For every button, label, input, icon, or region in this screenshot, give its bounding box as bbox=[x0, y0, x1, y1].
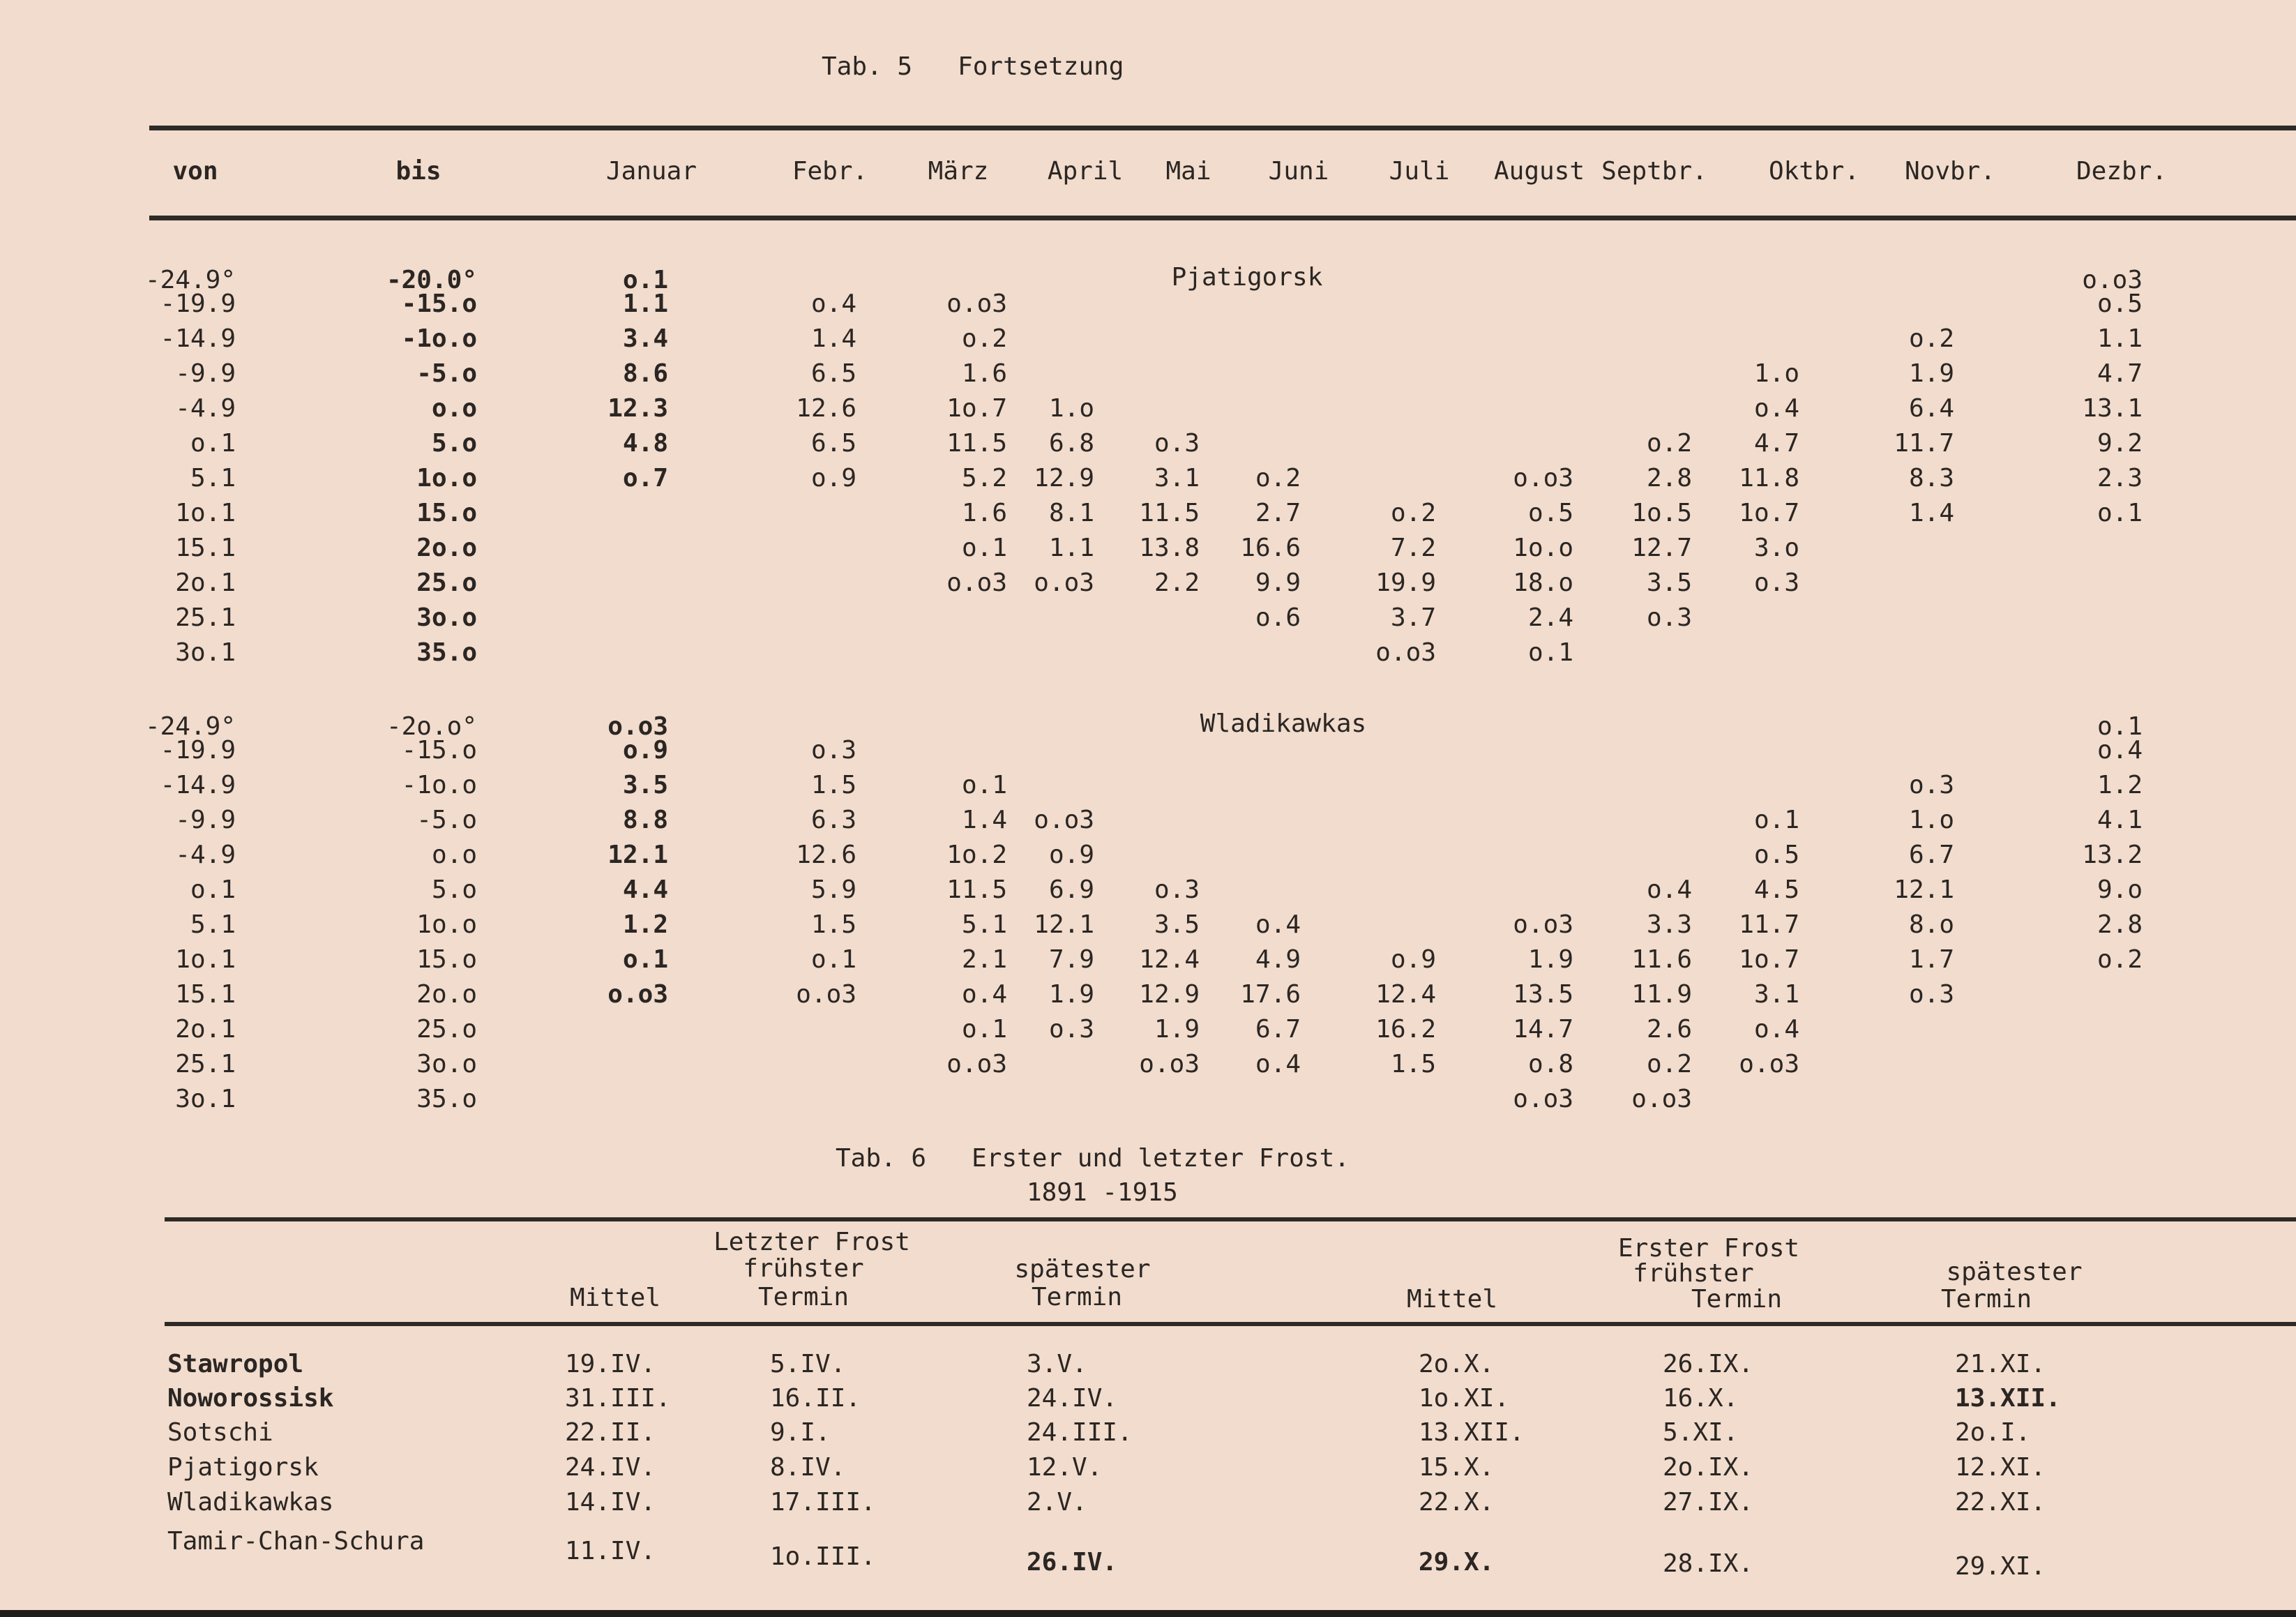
table-6-title: Tab. 6 Erster und letzter Frost. bbox=[836, 1144, 1350, 1173]
table-cell: 9.2 bbox=[2097, 429, 2143, 458]
table-cell: o.o3 bbox=[607, 980, 668, 1009]
table-cell: 2.1 bbox=[961, 945, 1007, 974]
von-cell: -24.9° bbox=[144, 712, 236, 741]
table-cell: o.9 bbox=[1390, 945, 1436, 974]
table-cell: 3.4 bbox=[622, 324, 668, 353]
column-header: spätester bbox=[1014, 1255, 1151, 1284]
column-header: Juni bbox=[1268, 157, 1329, 186]
table-cell: 1o.o bbox=[1513, 534, 1573, 562]
table-cell: 12.9 bbox=[1034, 464, 1094, 492]
table-cell: o.2 bbox=[1908, 324, 1954, 353]
table-cell: 14.7 bbox=[1513, 1015, 1573, 1044]
table-cell: 1.7 bbox=[1908, 945, 1954, 974]
table-cell: 4.1 bbox=[2097, 806, 2143, 834]
table-cell: o.o3 bbox=[946, 569, 1007, 597]
table-cell: 13.1 bbox=[2082, 394, 2143, 423]
table-cell: o.3 bbox=[1753, 569, 1799, 597]
table-cell: 1.6 bbox=[961, 359, 1007, 388]
von-cell: -14.9 bbox=[160, 324, 236, 353]
bis-cell: 35.o bbox=[416, 1085, 477, 1113]
table-cell: o.3 bbox=[810, 736, 856, 765]
bis-cell: 15.o bbox=[416, 499, 477, 527]
table-cell: 5.IV. bbox=[770, 1350, 846, 1378]
table-cell: 6.4 bbox=[1908, 394, 1954, 423]
table-cell: 2.7 bbox=[1255, 499, 1301, 527]
table-cell: 29.X. bbox=[1419, 1548, 1495, 1577]
table-5-top-rule bbox=[149, 126, 2296, 130]
table-cell: 2.6 bbox=[1646, 1015, 1692, 1044]
table-cell: 8.IV. bbox=[770, 1453, 846, 1482]
table-cell: 24.IV. bbox=[565, 1453, 656, 1482]
table-cell: 7.2 bbox=[1390, 534, 1436, 562]
table-cell: 4.8 bbox=[622, 429, 668, 458]
table-cell: 6.7 bbox=[1908, 841, 1954, 869]
station-name: Pjatigorsk bbox=[167, 1453, 319, 1482]
table-cell: 12.6 bbox=[796, 841, 856, 869]
bis-cell: -15.o bbox=[401, 736, 477, 765]
table-cell: o.9 bbox=[1048, 841, 1094, 869]
von-cell: -14.9 bbox=[160, 771, 236, 799]
table-cell: o.o3 bbox=[1513, 910, 1573, 939]
table-cell: 8.o bbox=[1908, 910, 1954, 939]
table-cell: 12.V. bbox=[1027, 1453, 1103, 1482]
table-cell: 2.3 bbox=[2097, 464, 2143, 492]
table-cell: 16.II. bbox=[770, 1384, 861, 1413]
bis-cell: -5.o bbox=[416, 806, 477, 834]
table-cell: 5.2 bbox=[961, 464, 1007, 492]
table-cell: 1.4 bbox=[1908, 499, 1954, 527]
table-cell: 2o.X. bbox=[1419, 1350, 1495, 1378]
table-cell: 3.o bbox=[1753, 534, 1799, 562]
von-cell: 1o.1 bbox=[175, 499, 236, 527]
table-cell: 13.XII. bbox=[1419, 1418, 1525, 1447]
von-cell: 3o.1 bbox=[175, 1085, 236, 1113]
column-header: frühster bbox=[743, 1254, 864, 1283]
table-cell: o.o3 bbox=[946, 289, 1007, 318]
table-cell: o.o3 bbox=[796, 980, 856, 1009]
table-cell: 1.4 bbox=[961, 806, 1007, 834]
table-cell: o.3 bbox=[1646, 603, 1692, 632]
column-header: Termin bbox=[1031, 1283, 1123, 1311]
table-cell: o.o3 bbox=[1375, 638, 1436, 667]
column-header: frühster bbox=[1633, 1259, 1754, 1288]
table-cell: 21.XI. bbox=[1955, 1350, 2046, 1378]
table-cell: o.2 bbox=[1646, 429, 1692, 458]
table-cell: 1.o bbox=[1908, 806, 1954, 834]
table-cell: o.o3 bbox=[1513, 1085, 1573, 1113]
table-cell: 1.9 bbox=[1908, 359, 1954, 388]
table-cell: o.4 bbox=[2097, 736, 2143, 765]
von-cell: 15.1 bbox=[175, 980, 236, 1009]
table-cell: 11.IV. bbox=[565, 1537, 656, 1565]
table-cell: 12.3 bbox=[607, 394, 668, 423]
table-cell: 28.IX. bbox=[1663, 1549, 1754, 1578]
table-cell: 17.6 bbox=[1240, 980, 1301, 1009]
column-header: April bbox=[1047, 157, 1124, 186]
von-cell: o.1 bbox=[190, 875, 236, 904]
table-cell: o.5 bbox=[1753, 841, 1799, 869]
table-cell: 4.7 bbox=[2097, 359, 2143, 388]
table-cell: 12.4 bbox=[1139, 945, 1200, 974]
von-cell: 1o.1 bbox=[175, 945, 236, 974]
table-cell: 4.7 bbox=[1753, 429, 1799, 458]
von-cell: -4.9 bbox=[175, 841, 236, 869]
group-header-last-frost: Letzter Frost bbox=[713, 1228, 910, 1256]
table-cell: 15.X. bbox=[1419, 1453, 1495, 1482]
table-cell: o.o3 bbox=[607, 712, 668, 741]
table-cell: 4.5 bbox=[1753, 875, 1799, 904]
bis-cell: 3o.o bbox=[416, 603, 477, 632]
table-cell: 3.1 bbox=[1753, 980, 1799, 1009]
table-cell: o.o3 bbox=[946, 1050, 1007, 1078]
column-header: Mai bbox=[1165, 157, 1211, 186]
table-cell: o.o3 bbox=[1739, 1050, 1799, 1078]
table-cell: 11.5 bbox=[946, 429, 1007, 458]
table-cell: 3.1 bbox=[1154, 464, 1200, 492]
table-cell: 2.8 bbox=[1646, 464, 1692, 492]
table-cell: o.4 bbox=[1753, 1015, 1799, 1044]
table-cell: o.5 bbox=[2097, 289, 2143, 318]
bis-cell: 5.o bbox=[431, 429, 477, 458]
column-header: Novbr. bbox=[1904, 157, 1996, 186]
station-name: Wladikawkas bbox=[167, 1488, 334, 1517]
column-header: von bbox=[172, 157, 218, 186]
bis-cell: 15.o bbox=[416, 945, 477, 974]
table-cell: 1.5 bbox=[810, 910, 856, 939]
table-cell: 29.XI. bbox=[1955, 1552, 2046, 1581]
table-cell: 11.5 bbox=[946, 875, 1007, 904]
table-6-top-rule bbox=[165, 1217, 2296, 1221]
table-cell: 6.9 bbox=[1048, 875, 1094, 904]
bis-cell: o.o bbox=[431, 841, 477, 869]
bis-cell: 1o.o bbox=[416, 464, 477, 492]
column-header: Termin bbox=[757, 1283, 849, 1311]
column-header: Septbr. bbox=[1601, 157, 1707, 186]
table-cell: 3.5 bbox=[1646, 569, 1692, 597]
table-cell: 19.9 bbox=[1375, 569, 1436, 597]
von-cell: 15.1 bbox=[175, 534, 236, 562]
table-cell: 2o.IX. bbox=[1663, 1453, 1754, 1482]
von-cell: -9.9 bbox=[175, 806, 236, 834]
bis-cell: 3o.o bbox=[416, 1050, 477, 1078]
bis-cell: -15.o bbox=[401, 289, 477, 318]
table-cell: o.7 bbox=[622, 464, 668, 492]
table-cell: 3.5 bbox=[1154, 910, 1200, 939]
table-cell: 1.9 bbox=[1048, 980, 1094, 1009]
table-cell: 2o.I. bbox=[1955, 1418, 2031, 1447]
column-header: August bbox=[1493, 157, 1585, 186]
table-cell: o.o3 bbox=[1034, 569, 1094, 597]
station-heading: Pjatigorsk bbox=[1171, 263, 1323, 292]
bis-cell: -20.0° bbox=[386, 266, 477, 294]
table-cell: 11.9 bbox=[1631, 980, 1692, 1009]
table-cell: 1o.5 bbox=[1631, 499, 1692, 527]
table-cell: 8.1 bbox=[1048, 499, 1094, 527]
table-cell: 1o.XI. bbox=[1419, 1384, 1510, 1413]
station-heading: Wladikawkas bbox=[1200, 709, 1367, 738]
table-cell: 2.8 bbox=[2097, 910, 2143, 939]
column-header: Termin bbox=[1940, 1285, 2032, 1314]
table-cell: o.6 bbox=[1255, 603, 1301, 632]
table-cell: 2.4 bbox=[1527, 603, 1573, 632]
table-cell: o.9 bbox=[810, 464, 856, 492]
von-cell: 2o.1 bbox=[175, 1015, 236, 1044]
table-cell: o.1 bbox=[810, 945, 856, 974]
table-cell: 1o.III. bbox=[770, 1542, 876, 1571]
table-cell: 22.XI. bbox=[1955, 1488, 2046, 1517]
table-cell: 24.IV. bbox=[1027, 1384, 1118, 1413]
von-cell: -24.9° bbox=[144, 266, 236, 294]
table-cell: 1o.7 bbox=[946, 394, 1007, 423]
von-cell: 25.1 bbox=[175, 1050, 236, 1078]
table-cell: 3.3 bbox=[1646, 910, 1692, 939]
table-cell: 1.2 bbox=[622, 910, 668, 939]
column-header: Januar bbox=[605, 157, 697, 186]
von-cell: -9.9 bbox=[175, 359, 236, 388]
bis-cell: -1o.o bbox=[401, 771, 477, 799]
table-cell: 13.5 bbox=[1513, 980, 1573, 1009]
table-cell: o.4 bbox=[961, 980, 1007, 1009]
table-cell: o.2 bbox=[1255, 464, 1301, 492]
von-cell: 3o.1 bbox=[175, 638, 236, 667]
bis-cell: -2o.o° bbox=[386, 712, 477, 741]
table-cell: 6.8 bbox=[1048, 429, 1094, 458]
table-cell: 1.o bbox=[1048, 394, 1094, 423]
column-header: Febr. bbox=[792, 157, 868, 186]
table-cell: 3.5 bbox=[622, 771, 668, 799]
table-cell: 19.IV. bbox=[565, 1350, 656, 1378]
table-cell: 6.5 bbox=[810, 359, 856, 388]
table-cell: 12.1 bbox=[607, 841, 668, 869]
table-cell: 1.1 bbox=[1048, 534, 1094, 562]
von-cell: 25.1 bbox=[175, 603, 236, 632]
bis-cell: -1o.o bbox=[401, 324, 477, 353]
column-header: Termin bbox=[1691, 1285, 1783, 1314]
table-cell: 5.9 bbox=[810, 875, 856, 904]
table-cell: o.1 bbox=[622, 266, 668, 294]
table-cell: o.2 bbox=[2097, 945, 2143, 974]
table-cell: 2.V. bbox=[1027, 1488, 1087, 1517]
von-cell: 5.1 bbox=[190, 910, 236, 939]
table-cell: 12.XI. bbox=[1955, 1453, 2046, 1482]
table-cell: 1o.7 bbox=[1739, 945, 1799, 974]
table-cell: o.3 bbox=[1908, 980, 1954, 1009]
table-cell: o.1 bbox=[961, 1015, 1007, 1044]
table-cell: 3.7 bbox=[1390, 603, 1436, 632]
table-cell: o.o3 bbox=[1034, 806, 1094, 834]
table-cell: 9.I. bbox=[770, 1418, 831, 1447]
table-cell: o.1 bbox=[961, 534, 1007, 562]
station-name: Noworossisk bbox=[167, 1384, 334, 1413]
table-cell: o.5 bbox=[1527, 499, 1573, 527]
table-cell: 12.6 bbox=[796, 394, 856, 423]
table-cell: o.4 bbox=[1255, 1050, 1301, 1078]
table-cell: 12.9 bbox=[1139, 980, 1200, 1009]
table-cell: 1.9 bbox=[1154, 1015, 1200, 1044]
table-cell: 24.III. bbox=[1027, 1418, 1133, 1447]
von-cell: -19.9 bbox=[160, 289, 236, 318]
table-cell: o.9 bbox=[622, 736, 668, 765]
bis-cell: 35.o bbox=[416, 638, 477, 667]
table-cell: 18.o bbox=[1513, 569, 1573, 597]
table-cell: o.4 bbox=[1646, 875, 1692, 904]
von-cell: o.1 bbox=[190, 429, 236, 458]
table-cell: 1.o bbox=[1753, 359, 1799, 388]
table-cell: 3.V. bbox=[1027, 1350, 1087, 1378]
station-name: Sotschi bbox=[167, 1418, 273, 1447]
column-header: Dezbr. bbox=[2076, 157, 2168, 186]
table-cell: 26.IX. bbox=[1663, 1350, 1754, 1378]
table-cell: o.1 bbox=[1527, 638, 1573, 667]
table-cell: o.2 bbox=[1646, 1050, 1692, 1078]
table-cell: o.3 bbox=[1154, 429, 1200, 458]
table-cell: 4.9 bbox=[1255, 945, 1301, 974]
column-header: Juli bbox=[1389, 157, 1450, 186]
bis-cell: 2o.o bbox=[416, 980, 477, 1009]
table-cell: o.1 bbox=[1753, 806, 1799, 834]
table-cell: o.8 bbox=[1527, 1050, 1573, 1078]
table-cell: 1.5 bbox=[810, 771, 856, 799]
table-cell: 1.1 bbox=[2097, 324, 2143, 353]
table-5-title: Tab. 5 Fortsetzung bbox=[822, 52, 1124, 81]
table-cell: o.2 bbox=[1390, 499, 1436, 527]
bis-cell: 5.o bbox=[431, 875, 477, 904]
bis-cell: 2o.o bbox=[416, 534, 477, 562]
table-5-header-rule bbox=[149, 216, 2296, 220]
table-cell: o.3 bbox=[1908, 771, 1954, 799]
von-cell: 2o.1 bbox=[175, 569, 236, 597]
table-cell: 13.8 bbox=[1139, 534, 1200, 562]
table-cell: 17.III. bbox=[770, 1488, 876, 1517]
table-6-period: 1891 -1915 bbox=[1027, 1178, 1178, 1207]
table-cell: 11.5 bbox=[1139, 499, 1200, 527]
table-cell: o.4 bbox=[1753, 394, 1799, 423]
table-cell: 1.4 bbox=[810, 324, 856, 353]
table-cell: 1.6 bbox=[961, 499, 1007, 527]
table-cell: 12.7 bbox=[1631, 534, 1692, 562]
table-cell: o.o3 bbox=[1139, 1050, 1200, 1078]
table-cell: o.4 bbox=[1255, 910, 1301, 939]
table-cell: 13.2 bbox=[2082, 841, 2143, 869]
column-header: bis bbox=[395, 157, 441, 186]
column-header: Mittel bbox=[569, 1284, 661, 1312]
table-cell: 5.XI. bbox=[1663, 1418, 1739, 1447]
column-header: Oktbr. bbox=[1768, 157, 1860, 186]
bis-cell: 1o.o bbox=[416, 910, 477, 939]
table-cell: 1o.7 bbox=[1739, 499, 1799, 527]
table-cell: 14.IV. bbox=[565, 1488, 656, 1517]
table-cell: 1.5 bbox=[1390, 1050, 1436, 1078]
table-cell: o.1 bbox=[622, 945, 668, 974]
table-cell: 6.7 bbox=[1255, 1015, 1301, 1044]
table-cell: o.o3 bbox=[1513, 464, 1573, 492]
station-name: Stawropol bbox=[167, 1350, 304, 1378]
table-cell: 2.2 bbox=[1154, 569, 1200, 597]
table-cell: o.2 bbox=[961, 324, 1007, 353]
table-6-header-rule bbox=[165, 1322, 2296, 1326]
table-cell: 4.4 bbox=[622, 875, 668, 904]
table-cell: o.1 bbox=[961, 771, 1007, 799]
table-cell: 12.1 bbox=[1894, 875, 1954, 904]
table-cell: 8.6 bbox=[622, 359, 668, 388]
table-cell: 7.9 bbox=[1048, 945, 1094, 974]
station-name: Tamir-Chan-Schura bbox=[167, 1527, 425, 1556]
table-cell: 1o.2 bbox=[946, 841, 1007, 869]
group-header-first-frost: Erster Frost bbox=[1617, 1234, 1800, 1263]
von-cell: -4.9 bbox=[175, 394, 236, 423]
table-cell: 8.8 bbox=[622, 806, 668, 834]
table-cell: 11.6 bbox=[1631, 945, 1692, 974]
table-cell: 1.2 bbox=[2097, 771, 2143, 799]
table-cell: 27.IX. bbox=[1663, 1488, 1754, 1517]
von-cell: 5.1 bbox=[190, 464, 236, 492]
column-header: spätester bbox=[1946, 1258, 2083, 1286]
table-cell: 11.7 bbox=[1739, 910, 1799, 939]
table-cell: o.o3 bbox=[1631, 1085, 1692, 1113]
table-cell: 16.X. bbox=[1663, 1384, 1739, 1413]
bis-cell: o.o bbox=[431, 394, 477, 423]
table-cell: 16.2 bbox=[1375, 1015, 1436, 1044]
table-cell: 16.6 bbox=[1240, 534, 1301, 562]
column-header: Mittel bbox=[1406, 1285, 1498, 1314]
von-cell: -19.9 bbox=[160, 736, 236, 765]
table-cell: o.3 bbox=[1048, 1015, 1094, 1044]
table-cell: 6.3 bbox=[810, 806, 856, 834]
table-cell: 31.III. bbox=[565, 1384, 671, 1413]
table-cell: 11.7 bbox=[1894, 429, 1954, 458]
table-cell: 12.1 bbox=[1034, 910, 1094, 939]
table-cell: 8.3 bbox=[1908, 464, 1954, 492]
table-cell: 9.o bbox=[2097, 875, 2143, 904]
table-cell: 5.1 bbox=[961, 910, 1007, 939]
table-cell: 13.XII. bbox=[1955, 1384, 2061, 1413]
table-cell: 22.X. bbox=[1419, 1488, 1495, 1517]
bis-cell: 25.o bbox=[416, 1015, 477, 1044]
table-cell: 22.II. bbox=[565, 1418, 656, 1447]
table-cell: o.o3 bbox=[2082, 266, 2143, 294]
table-cell: 26.IV. bbox=[1027, 1548, 1118, 1577]
table-cell: 1.9 bbox=[1527, 945, 1573, 974]
table-cell: 1.1 bbox=[622, 289, 668, 318]
table-cell: o.3 bbox=[1154, 875, 1200, 904]
table-cell: 11.8 bbox=[1739, 464, 1799, 492]
table-cell: o.1 bbox=[2097, 499, 2143, 527]
table-cell: 12.4 bbox=[1375, 980, 1436, 1009]
table-cell: 6.5 bbox=[810, 429, 856, 458]
table-cell: 9.9 bbox=[1255, 569, 1301, 597]
column-header: März bbox=[928, 157, 989, 186]
table-cell: o.4 bbox=[810, 289, 856, 318]
bis-cell: -5.o bbox=[416, 359, 477, 388]
page-bottom-edge bbox=[0, 1610, 2296, 1617]
bis-cell: 25.o bbox=[416, 569, 477, 597]
table-cell: o.1 bbox=[2097, 712, 2143, 741]
